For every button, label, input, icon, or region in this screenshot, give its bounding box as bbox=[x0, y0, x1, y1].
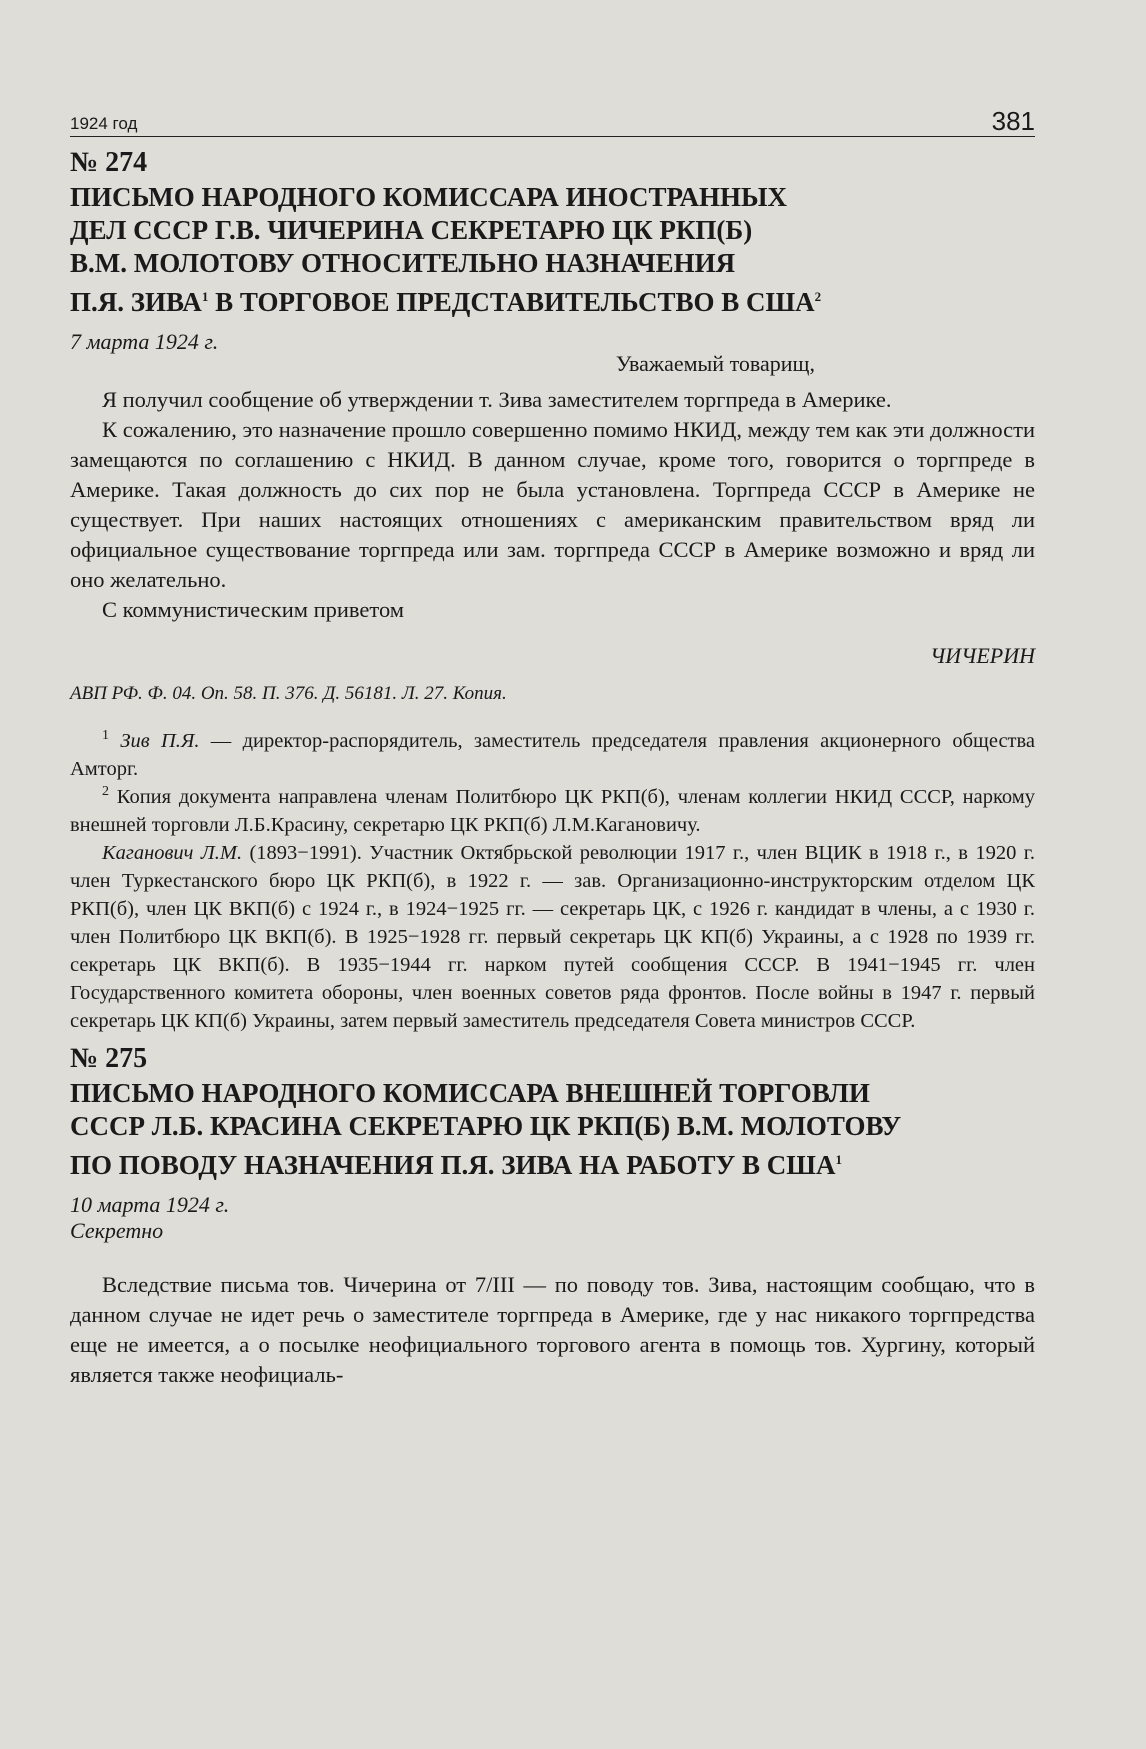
closing-line: С коммунистическим приветом bbox=[102, 597, 405, 622]
document-date: 7 марта 1924 г. bbox=[70, 329, 219, 354]
title-line: В.М. МОЛОТОВУ ОТНОСИТЕЛЬНО НАЗНАЧЕНИЯ bbox=[70, 248, 736, 278]
footnote-person: Зив П.Я. bbox=[120, 730, 200, 752]
title-line: П.Я. ЗИВА bbox=[70, 287, 202, 317]
footnote-person: Каганович Л.М. bbox=[102, 842, 243, 864]
page-content bbox=[70, 108, 1035, 1390]
running-head-year: 1924 год bbox=[70, 114, 138, 133]
footnote-number: 1 bbox=[102, 728, 109, 744]
footnote-text: — директор-распорядитель, заместитель председателя правления акционерного общества Амторг. bbox=[70, 730, 1036, 780]
spacer bbox=[70, 1244, 1035, 1270]
footnote bbox=[70, 839, 1035, 1035]
archive-reference: АВП РФ. Ф. 04. Оп. 58. П. 376. Д. 56181. Л. 27. Копия. bbox=[70, 683, 507, 704]
body-paragraph: К сожалению, это назначение прошло совершенно помимо НКИД, между тем как эти должности замещаются по соглашению с НКИД. В данном случае, кроме того, говорится о торгпреде в Америке. Такая должность до сих пор не была установлена. Торгпреда СССР в Америке не существует. При наших настоящих отношениях с американским правительством вряд ли официальное существование торгпреда или зам. торгпреда СССР в Америке возможно и вряд ли оно желательно. bbox=[70, 417, 1035, 592]
body-paragraph: Я получил сообщение об утверждении т. Зива заместителем торгпреда в Америке. bbox=[102, 387, 892, 412]
document-number: № 274 bbox=[70, 147, 148, 178]
title-line: ПИСЬМО НАРОДНОГО КОМИССАРА ВНЕШНЕЙ ТОРГОВЛИ bbox=[70, 1078, 870, 1108]
footnote-ref: 1 bbox=[201, 289, 209, 304]
title-line: ДЕЛ СССР Г.В. ЧИЧЕРИНА СЕКРЕТАРЮ ЦК РКП(Б) bbox=[70, 215, 753, 245]
document-number: № 275 bbox=[70, 1043, 148, 1074]
footnote bbox=[70, 783, 1035, 839]
title-line: В ТОРГОВОЕ ПРЕДСТАВИТЕЛЬСТВО В США bbox=[208, 287, 815, 317]
document-title bbox=[70, 181, 1035, 319]
signature: ЧИЧЕРИН bbox=[930, 643, 1035, 668]
footnote-ref: 1 bbox=[835, 1152, 842, 1167]
footnote-number: 2 bbox=[102, 784, 109, 800]
footnote-text: (1893−1991). Участник Октябрьской революции 1917 г., член ВЦИК в 1918 г., в 1920 г. член Туркестанского бюро ЦК РКП(б), в 1922 г. — зав. Организационно-инструкторским отделом ЦК РКП(б), член ЦК ВКП(б) с 1924 г., в 1924−1925 гг. — секретарь ЦК, с 1926 г. кандидат в члены, а с 1930 г. член Политбюро ЦК ВКП(б). В 1925−1928 гг. первый секретарь ЦК КП(б) Украины, а с 1928 по 1939 гг. секретарь ЦК ВКП(б). В 1935−1944 гг. нарком путей сообщения СССР. В 1941−1945 гг. член Государственного комитета обороны, член военных советов ряда фронтов. После войны в 1947 г. первый секретарь ЦК КП(б) Украины, затем первый заместитель председателя Совета министров СССР. bbox=[70, 842, 1035, 1032]
page-number: 381 bbox=[991, 106, 1035, 136]
salutation: Уважаемый товарищ, bbox=[615, 351, 815, 376]
footnote-ref: 2 bbox=[814, 289, 822, 304]
document-275 bbox=[70, 1043, 1035, 1390]
title-line: ПИСЬМО НАРОДНОГО КОМИССАРА ИНОСТРАННЫХ bbox=[70, 182, 788, 212]
document-date: 10 марта 1924 г. bbox=[70, 1192, 230, 1217]
body-paragraph: Вследствие письма тов. Чичерина от 7/III — по поводу тов. Зива, настоящим сообщаю, что в данном случае не идет речь о заместителе торгпреда в Америке, где у нас никакого торгпредства еще не имеется, а о посылке неофициального торгового агента в помощь тов. Хургину, который является также неофициаль- bbox=[70, 1272, 1035, 1387]
footnote bbox=[70, 727, 1035, 783]
title-line: ПО ПОВОДУ НАЗНАЧЕНИЯ П.Я. ЗИВА НА РАБОТУ В США bbox=[70, 1150, 836, 1180]
document-title bbox=[70, 1077, 1035, 1182]
document-274 bbox=[70, 147, 1035, 1035]
title-line: СССР Л.Б. КРАСИНА СЕКРЕТАРЮ ЦК РКП(Б) В.М. МОЛОТОВУ bbox=[70, 1111, 902, 1141]
running-head bbox=[70, 108, 1035, 137]
footnote-text: Копия документа направлена членам Политбюро ЦК РКП(б), членам коллегии НКИД СССР, наркому внешней торговли Л.Б.Красину, секретарю ЦК РКП(б) Л.М.Кагановичу. bbox=[70, 786, 1035, 836]
secrecy-mark: Секретно bbox=[70, 1218, 164, 1243]
